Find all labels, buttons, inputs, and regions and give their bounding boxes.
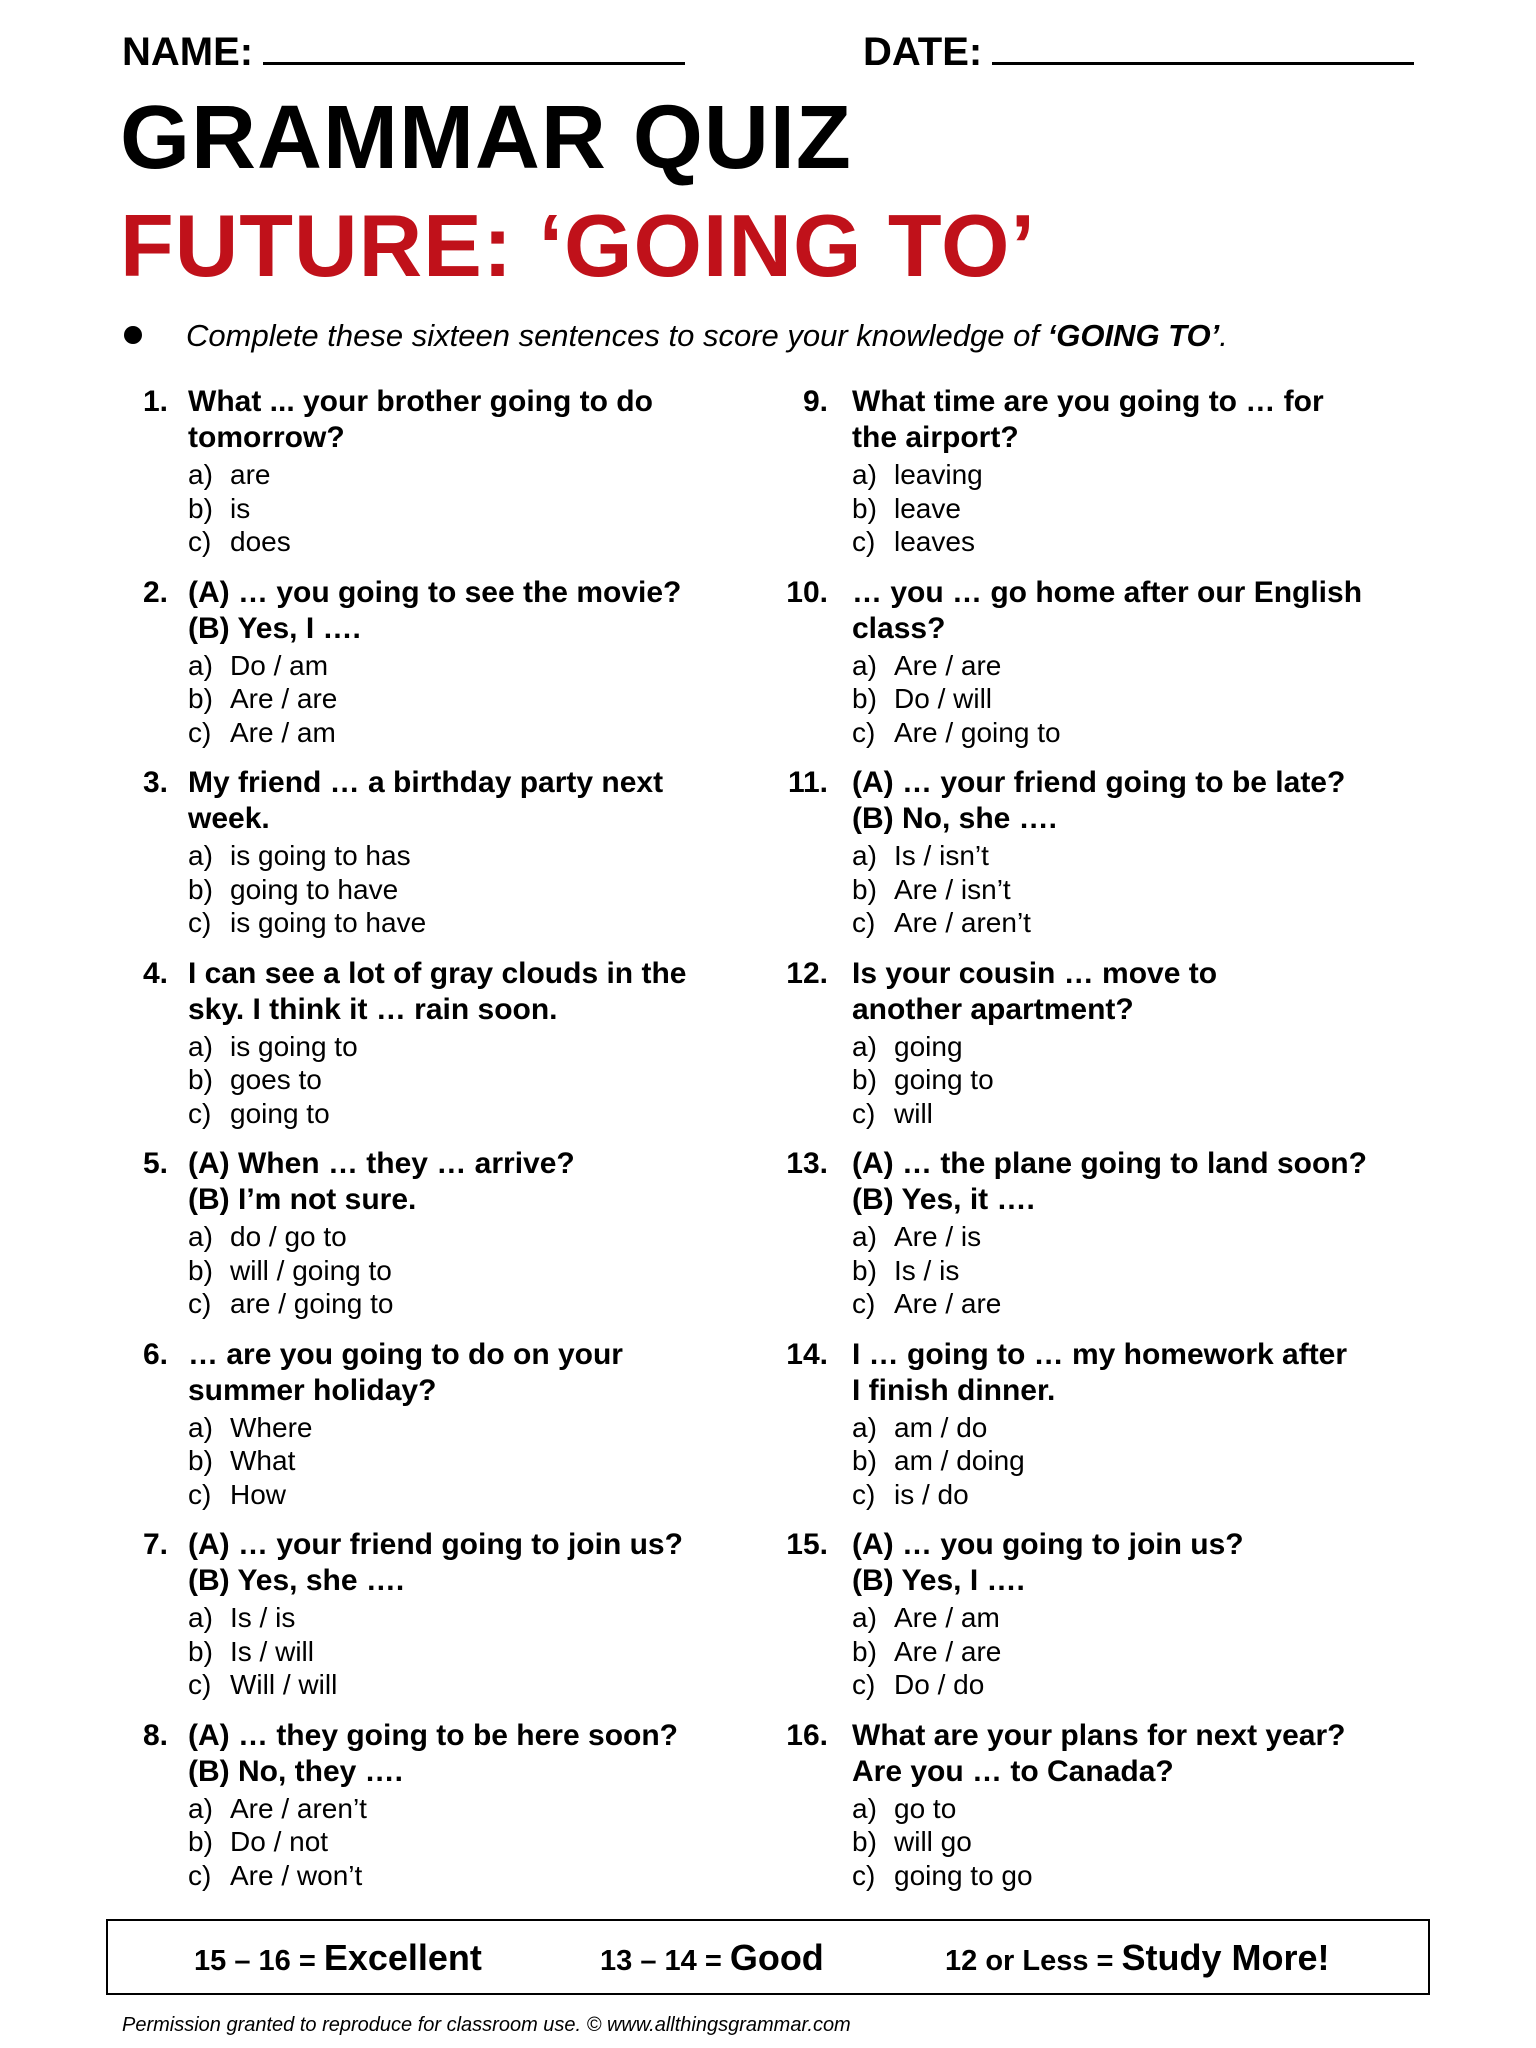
- answer-option[interactable]: [188, 1063, 358, 1097]
- option-letter: b): [188, 1445, 213, 1476]
- answer-options: [188, 1411, 312, 1512]
- option-letter: a): [852, 1221, 877, 1252]
- option-text: Are / are: [894, 1288, 1002, 1319]
- option-text: Are / aren’t: [230, 1792, 367, 1824]
- option-text: is / do: [894, 1478, 969, 1510]
- question-item: [782, 1146, 1432, 1336]
- answer-option[interactable]: [188, 458, 291, 492]
- question-item: [128, 1718, 748, 1908]
- option-letter: a): [852, 649, 877, 681]
- answer-option[interactable]: [852, 839, 1031, 873]
- option-text: Are / am: [230, 716, 336, 748]
- option-letter: c): [188, 526, 212, 557]
- header-row: [122, 28, 1432, 76]
- bullet-icon: [124, 326, 142, 344]
- answer-option[interactable]: [188, 1635, 337, 1669]
- option-letter: c): [852, 1097, 876, 1129]
- option-text: Do / do: [894, 1669, 985, 1700]
- question-item: [128, 1527, 748, 1717]
- score-label: Excellent: [323, 1937, 482, 1978]
- option-letter: c): [852, 1478, 876, 1510]
- question-line: What time are you going to … for: [852, 385, 1324, 418]
- question-number: 12.: [786, 956, 828, 990]
- question-line: (A) … the plane going to land soon?: [852, 1147, 1367, 1180]
- score-excellent: 15 – 16 = Excellent: [194, 1937, 482, 1978]
- question-number: 6.: [142, 1337, 168, 1371]
- answer-options: [852, 458, 983, 559]
- option-letter: c): [188, 907, 212, 938]
- option-text: Are / are: [230, 683, 338, 714]
- option-letter: a): [852, 459, 877, 490]
- question-text: [188, 575, 768, 647]
- question-line: (A) … they going to be here soon?: [188, 1718, 678, 1752]
- option-letter: b): [852, 873, 877, 905]
- answer-option[interactable]: [188, 906, 426, 940]
- answer-option[interactable]: [852, 1859, 1033, 1893]
- answer-options: [852, 1792, 1033, 1893]
- question-text: [852, 575, 1452, 647]
- question-item: [128, 765, 748, 955]
- option-letter: b): [852, 1635, 877, 1667]
- question-line: (A) … your friend going to join us?: [188, 1528, 683, 1561]
- question-item: [128, 575, 748, 765]
- question-text: [852, 956, 1452, 1028]
- question-line: (B) Yes, it ….: [852, 1183, 1035, 1216]
- question-number: 14.: [786, 1337, 828, 1371]
- option-letter: a): [852, 1030, 877, 1062]
- answer-option[interactable]: [188, 1287, 393, 1321]
- question-line: the airport?: [852, 421, 1019, 454]
- answer-option[interactable]: [852, 682, 1061, 716]
- option-text: goes to: [230, 1064, 322, 1095]
- answer-option[interactable]: [852, 458, 983, 492]
- option-letter: c): [188, 1097, 212, 1129]
- question-line: … are you going to do on your: [188, 1337, 623, 1371]
- score-study-more: 12 or Less = Study More!: [945, 1937, 1330, 1978]
- answer-option[interactable]: [852, 1668, 1001, 1702]
- question-line: week.: [188, 802, 270, 835]
- question-text: [852, 1527, 1452, 1599]
- option-text: am / doing: [894, 1445, 1025, 1476]
- question-text: [188, 765, 768, 837]
- question-text: [188, 1718, 768, 1790]
- option-letter: c): [852, 716, 876, 748]
- option-text: Are / aren’t: [894, 907, 1031, 938]
- option-letter: c): [188, 1859, 212, 1891]
- question-number: 15.: [786, 1528, 828, 1561]
- answer-option[interactable]: [188, 1254, 393, 1288]
- question-line: … you … go home after our English: [852, 575, 1363, 609]
- question-item: [782, 575, 1432, 765]
- option-text: Do / not: [230, 1826, 329, 1857]
- option-letter: b): [852, 1445, 877, 1476]
- option-text: How: [230, 1478, 287, 1510]
- option-text: going to: [894, 1064, 994, 1095]
- question-line: Is your cousin … move to: [852, 956, 1218, 990]
- question-number: 7.: [142, 1528, 168, 1561]
- question-number: 5.: [142, 1147, 168, 1180]
- option-text: Where: [230, 1411, 313, 1443]
- option-text: going to have: [230, 873, 399, 905]
- option-letter: b): [852, 1254, 877, 1286]
- score-key-box: [106, 1919, 1430, 1995]
- answer-options: [188, 1792, 367, 1893]
- question-line: (B) Yes, I ….: [852, 1564, 1025, 1597]
- answer-options: [188, 649, 337, 750]
- question-line: What ... your brother going to do: [188, 385, 653, 418]
- answer-option[interactable]: [188, 1792, 367, 1826]
- question-line: Are you … to Canada?: [852, 1754, 1174, 1788]
- answer-options: [188, 839, 426, 940]
- option-letter: a): [188, 459, 213, 490]
- question-line: I … going to … my homework after: [852, 1337, 1348, 1371]
- question-line: (A) When … they … arrive?: [188, 1147, 575, 1180]
- question-text: [852, 1146, 1452, 1218]
- option-letter: b): [852, 492, 877, 524]
- option-letter: c): [852, 1288, 876, 1319]
- option-text: leaving: [894, 459, 983, 490]
- answer-options: [852, 839, 1031, 940]
- option-letter: a): [188, 1221, 213, 1252]
- option-letter: b): [852, 1064, 877, 1095]
- answer-option[interactable]: [188, 1668, 337, 1702]
- question-item: [128, 384, 748, 574]
- instruction-text: Complete these sixteen sentences to score your knowledge of ‘GOING TO’.: [186, 318, 1228, 353]
- answer-option[interactable]: [188, 1097, 358, 1131]
- question-text: [852, 1718, 1452, 1790]
- question-line: tomorrow?: [188, 421, 345, 454]
- answer-options: [852, 1411, 1025, 1512]
- option-text: Are / am: [894, 1602, 1000, 1633]
- question-line: another apartment?: [852, 992, 1134, 1026]
- option-text: going to: [230, 1097, 330, 1129]
- answer-option[interactable]: [852, 906, 1031, 940]
- answer-option[interactable]: [188, 525, 291, 559]
- option-text: Are / going to: [894, 716, 1061, 748]
- option-text: Is / isn’t: [894, 840, 989, 871]
- question-text: [188, 384, 768, 456]
- option-text: Will / will: [230, 1669, 338, 1700]
- option-text: will / going to: [230, 1254, 392, 1286]
- option-letter: b): [188, 492, 213, 524]
- option-text: is going to have: [230, 907, 427, 938]
- option-letter: b): [188, 683, 213, 714]
- question-number: 10.: [786, 575, 828, 609]
- option-text: go to: [894, 1792, 957, 1824]
- answer-option[interactable]: [188, 716, 337, 750]
- answer-option[interactable]: [852, 1063, 994, 1097]
- answer-option[interactable]: [188, 1859, 367, 1893]
- question-line: (A) … your friend going to be late?: [852, 766, 1346, 799]
- quiz-subtitle: FUTURE: ‘GOING TO’: [120, 196, 1036, 295]
- option-text: What: [230, 1445, 296, 1476]
- question-line: What are your plans for next year?: [852, 1718, 1346, 1752]
- question-line: (A) … you going to join us?: [852, 1528, 1244, 1561]
- question-line: My friend … a birthday party next: [188, 766, 664, 799]
- question-number: 13.: [786, 1147, 828, 1180]
- answer-option[interactable]: [852, 1097, 994, 1131]
- answer-options: [188, 458, 291, 559]
- option-letter: a): [852, 1411, 877, 1443]
- option-text: am / do: [894, 1411, 988, 1443]
- option-letter: c): [852, 1669, 876, 1700]
- question-number: 9.: [802, 385, 828, 418]
- question-line: (B) No, she ….: [852, 802, 1058, 835]
- option-text: Do / will: [894, 683, 993, 714]
- question-item: [782, 1337, 1432, 1527]
- option-text: Is / is: [894, 1254, 960, 1286]
- instruction-emphasis: ‘GOING TO’: [1047, 318, 1220, 353]
- answer-option[interactable]: [188, 873, 426, 907]
- option-letter: c): [188, 1478, 212, 1510]
- answer-option[interactable]: [852, 1601, 1001, 1635]
- question-text: [852, 384, 1452, 456]
- question-item: [782, 384, 1432, 574]
- question-number: 4.: [142, 956, 168, 990]
- question-line: (B) Yes, I ….: [188, 611, 361, 645]
- answer-options: [852, 1601, 1001, 1702]
- option-text: does: [230, 526, 291, 557]
- option-text: leaves: [894, 526, 975, 557]
- option-text: is going to: [230, 1030, 358, 1062]
- name-label: NAME:: [122, 30, 254, 74]
- question-line: sky. I think it … rain soon.: [188, 992, 558, 1026]
- answer-option[interactable]: [852, 1254, 1001, 1288]
- answer-option[interactable]: [852, 1220, 1001, 1254]
- answer-option[interactable]: [188, 1825, 367, 1859]
- answer-options: [188, 1030, 358, 1131]
- option-text: leave: [894, 492, 961, 524]
- option-letter: a): [188, 649, 213, 681]
- option-letter: a): [188, 840, 213, 871]
- option-letter: c): [852, 907, 876, 938]
- question-text: [188, 1337, 768, 1409]
- question-line: (B) No, they ….: [188, 1754, 403, 1788]
- question-item: [128, 1337, 748, 1527]
- question-item: [128, 956, 748, 1146]
- option-letter: a): [188, 1030, 213, 1062]
- answer-option[interactable]: [852, 525, 983, 559]
- question-text: [852, 1337, 1452, 1409]
- option-letter: b): [188, 1826, 213, 1857]
- name-blank-line[interactable]: [263, 28, 685, 65]
- answer-option[interactable]: [188, 682, 337, 716]
- option-letter: c): [188, 1288, 212, 1319]
- answer-option[interactable]: [188, 1478, 312, 1512]
- option-letter: a): [852, 840, 877, 871]
- answer-option[interactable]: [852, 716, 1061, 750]
- option-text: going: [894, 1030, 963, 1062]
- answer-option[interactable]: [188, 649, 337, 683]
- option-letter: a): [188, 1602, 213, 1633]
- date-blank-line[interactable]: [992, 28, 1414, 65]
- answer-option[interactable]: [188, 1411, 312, 1445]
- option-letter: a): [852, 1602, 877, 1633]
- question-line: I finish dinner.: [852, 1373, 1056, 1407]
- question-number: 16.: [786, 1718, 828, 1752]
- score-label: Good: [729, 1937, 824, 1978]
- quiz-title: GRAMMAR QUIZ: [120, 88, 852, 188]
- question-text: [188, 956, 768, 1028]
- question-line: (B) Yes, she ….: [188, 1564, 405, 1597]
- option-letter: c): [852, 526, 876, 557]
- option-letter: c): [852, 1859, 876, 1891]
- option-letter: b): [188, 873, 213, 905]
- date-field: [863, 28, 1414, 76]
- option-text: Are / are: [894, 1635, 1002, 1667]
- answer-option[interactable]: [852, 1635, 1001, 1669]
- answer-option[interactable]: [188, 1030, 358, 1064]
- option-text: is: [230, 492, 251, 524]
- question-item: [782, 765, 1432, 955]
- question-number: 11.: [787, 766, 828, 799]
- question-item: [782, 1718, 1432, 1908]
- question-item: [782, 956, 1432, 1146]
- question-number: 2.: [142, 575, 168, 609]
- answer-option[interactable]: [852, 1444, 1025, 1478]
- option-letter: c): [188, 716, 212, 748]
- option-text: will go: [894, 1826, 972, 1857]
- question-item: [782, 1527, 1432, 1717]
- option-letter: c): [188, 1669, 212, 1700]
- option-letter: b): [852, 1826, 877, 1857]
- question-number: 3.: [142, 766, 168, 799]
- question-item: [128, 1146, 748, 1336]
- answer-option[interactable]: [188, 1220, 393, 1254]
- question-line: summer holiday?: [188, 1373, 437, 1407]
- question-line: class?: [852, 611, 946, 645]
- answer-option[interactable]: [852, 1411, 1025, 1445]
- answer-option[interactable]: [852, 1287, 1001, 1321]
- date-label: DATE:: [863, 30, 983, 74]
- answer-options: [188, 1220, 393, 1321]
- option-text: Is / will: [230, 1635, 314, 1667]
- answer-option[interactable]: [188, 1601, 337, 1635]
- option-text: will: [894, 1097, 933, 1129]
- option-letter: a): [852, 1792, 877, 1824]
- question-number: 1.: [142, 385, 168, 418]
- question-line: I can see a lot of gray clouds in the: [188, 956, 687, 990]
- option-text: Is / is: [230, 1602, 296, 1633]
- answer-option[interactable]: [852, 873, 1031, 907]
- question-line: (B) I’m not sure.: [188, 1183, 417, 1216]
- question-text: [188, 1527, 768, 1599]
- answer-option[interactable]: [852, 649, 1061, 683]
- option-text: do / go to: [230, 1221, 347, 1252]
- answer-options: [852, 1220, 1001, 1321]
- option-letter: a): [188, 1411, 213, 1443]
- question-text: [852, 765, 1452, 837]
- score-label: Study More!: [1121, 1937, 1330, 1978]
- question-number: 8.: [142, 1718, 168, 1752]
- question-line: (A) … you going to see the movie?: [188, 575, 682, 609]
- option-text: going to go: [894, 1859, 1033, 1891]
- option-text: Are / isn’t: [894, 873, 1011, 905]
- answer-option[interactable]: [188, 839, 426, 873]
- option-text: are: [230, 459, 271, 490]
- option-text: is going to has: [230, 840, 411, 871]
- answer-option[interactable]: [852, 1030, 994, 1064]
- answer-option[interactable]: [852, 1792, 1033, 1826]
- answer-option[interactable]: [188, 1444, 312, 1478]
- instruction: [122, 316, 1432, 356]
- footer-permission: Permission granted to reproduce for classroom use. © www.allthingsgrammar.com: [122, 2014, 851, 2036]
- option-text: Do / am: [230, 649, 329, 681]
- option-letter: b): [188, 1635, 213, 1667]
- option-letter: a): [188, 1792, 213, 1824]
- option-letter: b): [188, 1254, 213, 1286]
- answer-options: [852, 1030, 994, 1131]
- name-field: [122, 28, 685, 76]
- answer-option[interactable]: [852, 1478, 1025, 1512]
- answer-option[interactable]: [852, 1825, 1033, 1859]
- option-letter: b): [852, 683, 877, 714]
- option-text: are / going to: [230, 1288, 394, 1319]
- question-text: [188, 1146, 768, 1218]
- answer-option[interactable]: [852, 492, 983, 526]
- option-text: Are / are: [894, 649, 1002, 681]
- option-text: Are / won’t: [230, 1859, 363, 1891]
- option-letter: b): [188, 1064, 213, 1095]
- score-good: 13 – 14 = Good: [600, 1937, 824, 1978]
- answer-option[interactable]: [188, 492, 291, 526]
- option-text: Are / is: [894, 1221, 982, 1252]
- answer-options: [852, 649, 1061, 750]
- answer-options: [188, 1601, 337, 1702]
